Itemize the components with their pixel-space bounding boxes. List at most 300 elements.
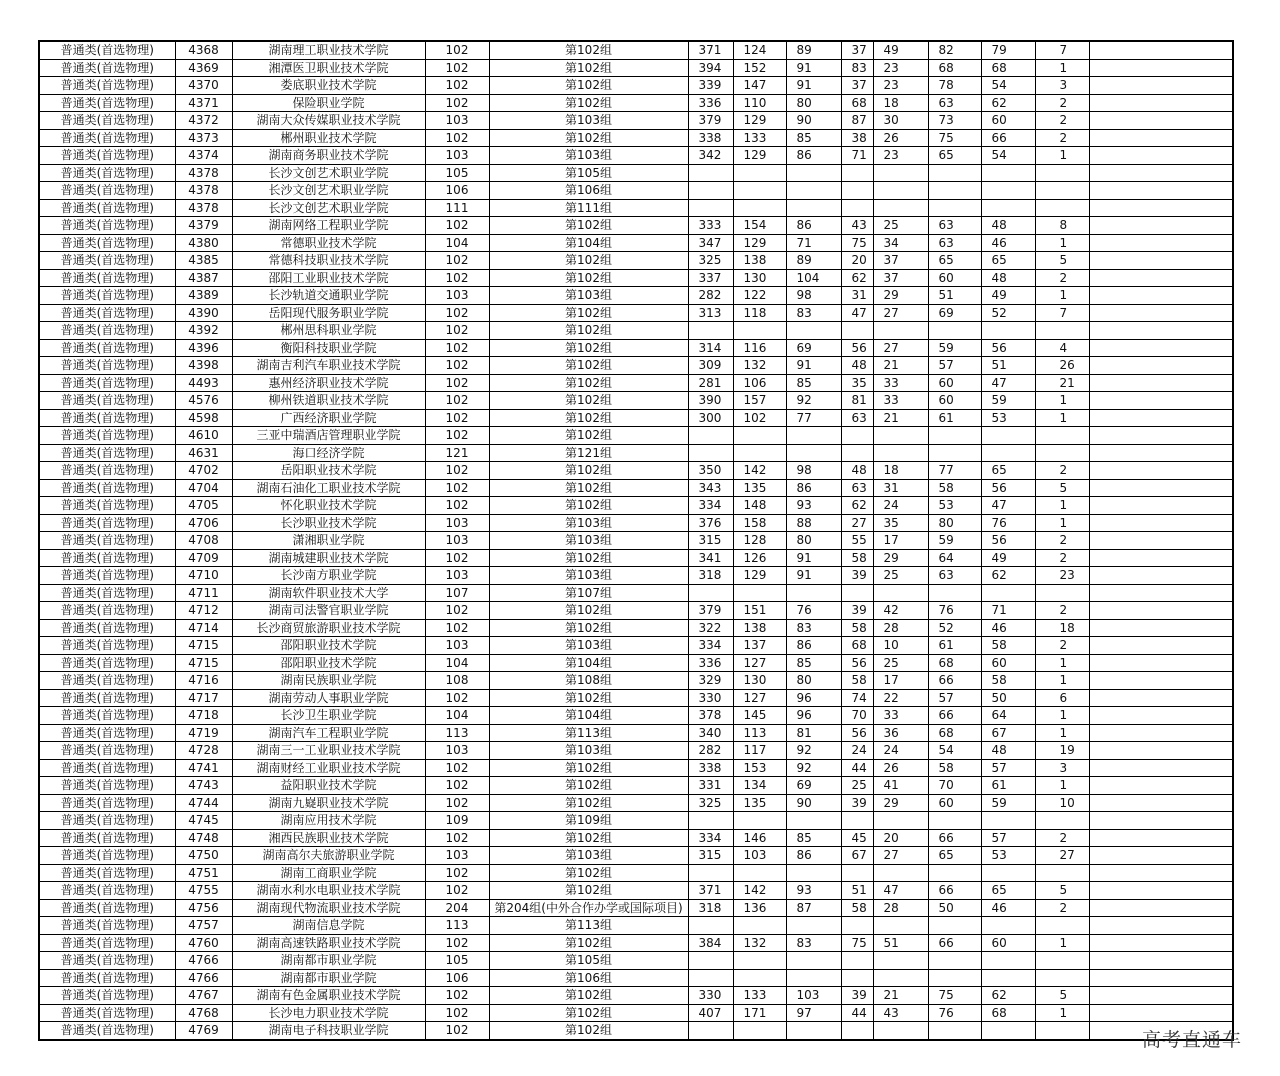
school-code-cell: 4715 bbox=[175, 637, 232, 655]
remark-cell bbox=[1089, 1004, 1233, 1022]
rank-count-cell: 3 bbox=[1035, 759, 1089, 777]
rank-count-cell: 2 bbox=[1035, 829, 1089, 847]
subject-d-score-cell: 68 bbox=[981, 59, 1035, 77]
group-name-cell: 第102组 bbox=[489, 59, 688, 77]
group-code-cell: 104 bbox=[425, 654, 489, 672]
total-score-cell: 379 bbox=[688, 602, 733, 620]
school-name-cell: 湖南理工职业技术学院 bbox=[232, 41, 425, 59]
subject-d-score-cell: 59 bbox=[981, 392, 1035, 410]
total-score-cell: 378 bbox=[688, 707, 733, 725]
school-name-cell: 湖南都市职业学院 bbox=[232, 969, 425, 987]
school-code-cell: 4756 bbox=[175, 899, 232, 917]
foreign-language-score-cell: 69 bbox=[786, 777, 841, 795]
school-code-cell: 4379 bbox=[175, 217, 232, 235]
subject-d-score-cell: 46 bbox=[981, 899, 1035, 917]
category-cell: 普通类(首选物理) bbox=[39, 199, 175, 217]
total-score-cell: 282 bbox=[688, 287, 733, 305]
total-score-cell: 342 bbox=[688, 147, 733, 165]
subject-b-score-cell: 22 bbox=[873, 689, 928, 707]
table-row bbox=[39, 514, 1233, 532]
subject-b-score-cell: 25 bbox=[873, 217, 928, 235]
chinese-math-score-cell: 142 bbox=[733, 882, 786, 900]
school-name-cell: 湖南高速铁路职业技术学院 bbox=[232, 934, 425, 952]
category-cell: 普通类(首选物理) bbox=[39, 497, 175, 515]
group-name-cell: 第109组 bbox=[489, 812, 688, 830]
school-code-cell: 4576 bbox=[175, 392, 232, 410]
rank-count-cell: 23 bbox=[1035, 567, 1089, 585]
table-row bbox=[39, 812, 1233, 830]
rank-count-cell bbox=[1035, 164, 1089, 182]
school-code-cell: 4373 bbox=[175, 129, 232, 147]
subject-b-score-cell: 21 bbox=[873, 987, 928, 1005]
group-name-cell: 第102组 bbox=[489, 392, 688, 410]
subject-a-score-cell bbox=[841, 812, 873, 830]
foreign-language-score-cell: 83 bbox=[786, 619, 841, 637]
category-cell: 普通类(首选物理) bbox=[39, 287, 175, 305]
subject-d-score-cell bbox=[981, 812, 1035, 830]
school-code-cell: 4493 bbox=[175, 374, 232, 392]
subject-b-score-cell: 29 bbox=[873, 549, 928, 567]
subject-b-score-cell: 36 bbox=[873, 724, 928, 742]
subject-d-score-cell: 62 bbox=[981, 567, 1035, 585]
table-row bbox=[39, 707, 1233, 725]
subject-d-score-cell bbox=[981, 1022, 1035, 1040]
rank-count-cell: 1 bbox=[1035, 497, 1089, 515]
subject-b-score-cell: 30 bbox=[873, 112, 928, 130]
subject-d-score-cell: 60 bbox=[981, 654, 1035, 672]
school-name-cell: 湖南劳动人事职业学院 bbox=[232, 689, 425, 707]
school-code-cell: 4741 bbox=[175, 759, 232, 777]
remark-cell bbox=[1089, 689, 1233, 707]
group-name-cell: 第102组 bbox=[489, 322, 688, 340]
subject-d-score-cell: 62 bbox=[981, 94, 1035, 112]
school-name-cell: 常德职业技术学院 bbox=[232, 234, 425, 252]
subject-a-score-cell bbox=[841, 322, 873, 340]
group-name-cell: 第106组 bbox=[489, 182, 688, 200]
total-score-cell bbox=[688, 952, 733, 970]
table-row bbox=[39, 374, 1233, 392]
remark-cell bbox=[1089, 514, 1233, 532]
subject-c-score-cell: 65 bbox=[928, 847, 981, 865]
school-name-cell: 长沙卫生职业学院 bbox=[232, 707, 425, 725]
subject-b-score-cell: 20 bbox=[873, 829, 928, 847]
group-code-cell: 102 bbox=[425, 987, 489, 1005]
foreign-language-score-cell bbox=[786, 164, 841, 182]
category-cell: 普通类(首选物理) bbox=[39, 392, 175, 410]
subject-c-score-cell: 54 bbox=[928, 742, 981, 760]
chinese-math-score-cell: 102 bbox=[733, 409, 786, 427]
group-name-cell: 第102组 bbox=[489, 882, 688, 900]
rank-count-cell: 2 bbox=[1035, 532, 1089, 550]
subject-b-score-cell bbox=[873, 199, 928, 217]
school-code-cell: 4711 bbox=[175, 584, 232, 602]
remark-cell bbox=[1089, 864, 1233, 882]
chinese-math-score-cell: 152 bbox=[733, 59, 786, 77]
school-code-cell: 4708 bbox=[175, 532, 232, 550]
group-code-cell: 103 bbox=[425, 847, 489, 865]
group-code-cell: 102 bbox=[425, 374, 489, 392]
school-name-cell: 湖南城建职业技术学院 bbox=[232, 549, 425, 567]
school-name-cell: 湖南电子科技职业学院 bbox=[232, 1022, 425, 1040]
foreign-language-score-cell: 98 bbox=[786, 287, 841, 305]
table-row bbox=[39, 777, 1233, 795]
foreign-language-score-cell: 91 bbox=[786, 357, 841, 375]
remark-cell bbox=[1089, 444, 1233, 462]
table-row bbox=[39, 934, 1233, 952]
rank-count-cell: 1 bbox=[1035, 287, 1089, 305]
remark-cell bbox=[1089, 654, 1233, 672]
subject-d-score-cell: 66 bbox=[981, 129, 1035, 147]
rank-count-cell: 8 bbox=[1035, 217, 1089, 235]
remark-cell bbox=[1089, 427, 1233, 445]
remark-cell bbox=[1089, 164, 1233, 182]
subject-a-score-cell: 63 bbox=[841, 479, 873, 497]
total-score-cell: 331 bbox=[688, 777, 733, 795]
rank-count-cell: 1 bbox=[1035, 59, 1089, 77]
total-score-cell bbox=[688, 444, 733, 462]
table-row bbox=[39, 59, 1233, 77]
school-name-cell: 湖南工商职业学院 bbox=[232, 864, 425, 882]
subject-d-score-cell: 65 bbox=[981, 462, 1035, 480]
subject-d-score-cell bbox=[981, 427, 1035, 445]
chinese-math-score-cell: 148 bbox=[733, 497, 786, 515]
rank-count-cell bbox=[1035, 584, 1089, 602]
remark-cell bbox=[1089, 339, 1233, 357]
foreign-language-score-cell bbox=[786, 584, 841, 602]
school-code-cell: 4769 bbox=[175, 1022, 232, 1040]
subject-a-score-cell bbox=[841, 917, 873, 935]
school-code-cell: 4766 bbox=[175, 952, 232, 970]
category-cell: 普通类(首选物理) bbox=[39, 619, 175, 637]
table-row bbox=[39, 182, 1233, 200]
subject-c-score-cell: 53 bbox=[928, 497, 981, 515]
subject-a-score-cell: 35 bbox=[841, 374, 873, 392]
category-cell: 普通类(首选物理) bbox=[39, 777, 175, 795]
group-name-cell: 第104组 bbox=[489, 654, 688, 672]
group-code-cell: 103 bbox=[425, 287, 489, 305]
group-name-cell: 第102组 bbox=[489, 357, 688, 375]
rank-count-cell: 2 bbox=[1035, 899, 1089, 917]
subject-b-score-cell: 31 bbox=[873, 479, 928, 497]
table-row bbox=[39, 339, 1233, 357]
school-name-cell: 郴州职业技术学院 bbox=[232, 129, 425, 147]
subject-d-score-cell: 59 bbox=[981, 794, 1035, 812]
table-row bbox=[39, 479, 1233, 497]
subject-a-score-cell: 67 bbox=[841, 847, 873, 865]
table-row bbox=[39, 549, 1233, 567]
remark-cell bbox=[1089, 812, 1233, 830]
category-cell: 普通类(首选物理) bbox=[39, 462, 175, 480]
total-score-cell: 336 bbox=[688, 654, 733, 672]
group-name-cell: 第102组 bbox=[489, 374, 688, 392]
subject-d-score-cell bbox=[981, 917, 1035, 935]
subject-c-score-cell bbox=[928, 182, 981, 200]
chinese-math-score-cell bbox=[733, 864, 786, 882]
total-score-cell: 394 bbox=[688, 59, 733, 77]
foreign-language-score-cell: 76 bbox=[786, 602, 841, 620]
chinese-math-score-cell: 127 bbox=[733, 689, 786, 707]
table-row bbox=[39, 794, 1233, 812]
foreign-language-score-cell: 86 bbox=[786, 637, 841, 655]
total-score-cell: 300 bbox=[688, 409, 733, 427]
foreign-language-score-cell: 83 bbox=[786, 934, 841, 952]
chinese-math-score-cell: 154 bbox=[733, 217, 786, 235]
group-name-cell: 第102组 bbox=[489, 427, 688, 445]
category-cell: 普通类(首选物理) bbox=[39, 217, 175, 235]
rank-count-cell: 19 bbox=[1035, 742, 1089, 760]
remark-cell bbox=[1089, 112, 1233, 130]
category-cell: 普通类(首选物理) bbox=[39, 94, 175, 112]
total-score-cell: 325 bbox=[688, 794, 733, 812]
remark-cell bbox=[1089, 672, 1233, 690]
group-name-cell: 第104组 bbox=[489, 707, 688, 725]
table-row bbox=[39, 1022, 1233, 1040]
group-name-cell: 第103组 bbox=[489, 567, 688, 585]
category-cell: 普通类(首选物理) bbox=[39, 147, 175, 165]
foreign-language-score-cell: 80 bbox=[786, 532, 841, 550]
school-code-cell: 4702 bbox=[175, 462, 232, 480]
remark-cell bbox=[1089, 392, 1233, 410]
total-score-cell bbox=[688, 864, 733, 882]
subject-b-score-cell: 49 bbox=[873, 41, 928, 59]
chinese-math-score-cell bbox=[733, 164, 786, 182]
foreign-language-score-cell: 97 bbox=[786, 1004, 841, 1022]
foreign-language-score-cell bbox=[786, 952, 841, 970]
subject-c-score-cell: 60 bbox=[928, 374, 981, 392]
group-name-cell: 第102组 bbox=[489, 1022, 688, 1040]
chinese-math-score-cell: 145 bbox=[733, 707, 786, 725]
subject-c-score-cell: 61 bbox=[928, 637, 981, 655]
subject-b-score-cell: 28 bbox=[873, 899, 928, 917]
subject-b-score-cell bbox=[873, 322, 928, 340]
subject-c-score-cell: 61 bbox=[928, 409, 981, 427]
subject-a-score-cell: 25 bbox=[841, 777, 873, 795]
foreign-language-score-cell: 92 bbox=[786, 742, 841, 760]
school-code-cell: 4744 bbox=[175, 794, 232, 812]
school-name-cell: 湖南信息学院 bbox=[232, 917, 425, 935]
table-row bbox=[39, 77, 1233, 95]
subject-c-score-cell bbox=[928, 322, 981, 340]
foreign-language-score-cell: 85 bbox=[786, 374, 841, 392]
subject-a-score-cell: 68 bbox=[841, 637, 873, 655]
rank-count-cell bbox=[1035, 1022, 1089, 1040]
total-score-cell: 281 bbox=[688, 374, 733, 392]
foreign-language-score-cell bbox=[786, 969, 841, 987]
group-code-cell: 102 bbox=[425, 777, 489, 795]
category-cell: 普通类(首选物理) bbox=[39, 917, 175, 935]
subject-d-score-cell: 65 bbox=[981, 252, 1035, 270]
subject-c-score-cell: 65 bbox=[928, 252, 981, 270]
group-code-cell: 102 bbox=[425, 59, 489, 77]
subject-c-score-cell bbox=[928, 969, 981, 987]
subject-d-score-cell: 57 bbox=[981, 829, 1035, 847]
school-name-cell: 湖南网络工程职业学院 bbox=[232, 217, 425, 235]
group-code-cell: 104 bbox=[425, 707, 489, 725]
group-name-cell: 第104组 bbox=[489, 234, 688, 252]
subject-c-score-cell: 50 bbox=[928, 899, 981, 917]
group-code-cell: 102 bbox=[425, 1004, 489, 1022]
group-code-cell: 106 bbox=[425, 182, 489, 200]
rank-count-cell bbox=[1035, 444, 1089, 462]
group-code-cell: 102 bbox=[425, 427, 489, 445]
school-code-cell: 4715 bbox=[175, 654, 232, 672]
chinese-math-score-cell bbox=[733, 1022, 786, 1040]
subject-c-score-cell: 63 bbox=[928, 567, 981, 585]
remark-cell bbox=[1089, 129, 1233, 147]
subject-b-score-cell: 47 bbox=[873, 882, 928, 900]
subject-d-score-cell: 56 bbox=[981, 532, 1035, 550]
subject-c-score-cell: 82 bbox=[928, 41, 981, 59]
group-code-cell: 102 bbox=[425, 689, 489, 707]
subject-d-score-cell: 67 bbox=[981, 724, 1035, 742]
table-row bbox=[39, 304, 1233, 322]
school-name-cell: 邵阳职业技术学院 bbox=[232, 654, 425, 672]
remark-cell bbox=[1089, 952, 1233, 970]
total-score-cell: 315 bbox=[688, 532, 733, 550]
subject-b-score-cell bbox=[873, 969, 928, 987]
rank-count-cell: 1 bbox=[1035, 234, 1089, 252]
group-code-cell: 105 bbox=[425, 952, 489, 970]
category-cell: 普通类(首选物理) bbox=[39, 304, 175, 322]
remark-cell bbox=[1089, 287, 1233, 305]
chinese-math-score-cell: 146 bbox=[733, 829, 786, 847]
subject-d-score-cell: 60 bbox=[981, 112, 1035, 130]
school-name-cell: 湖南汽车工程职业学院 bbox=[232, 724, 425, 742]
remark-cell bbox=[1089, 217, 1233, 235]
subject-d-score-cell: 60 bbox=[981, 934, 1035, 952]
total-score-cell: 339 bbox=[688, 77, 733, 95]
subject-a-score-cell: 62 bbox=[841, 497, 873, 515]
chinese-math-score-cell bbox=[733, 584, 786, 602]
group-code-cell: 121 bbox=[425, 444, 489, 462]
group-name-cell: 第103组 bbox=[489, 637, 688, 655]
category-cell: 普通类(首选物理) bbox=[39, 252, 175, 270]
subject-d-score-cell: 47 bbox=[981, 497, 1035, 515]
subject-b-score-cell: 21 bbox=[873, 357, 928, 375]
table-row bbox=[39, 987, 1233, 1005]
group-name-cell: 第105组 bbox=[489, 164, 688, 182]
rank-count-cell bbox=[1035, 812, 1089, 830]
group-code-cell: 102 bbox=[425, 409, 489, 427]
subject-b-score-cell bbox=[873, 444, 928, 462]
school-code-cell: 4745 bbox=[175, 812, 232, 830]
subject-b-score-cell: 37 bbox=[873, 252, 928, 270]
total-score-cell: 337 bbox=[688, 269, 733, 287]
category-cell: 普通类(首选物理) bbox=[39, 987, 175, 1005]
group-name-cell: 第113组 bbox=[489, 917, 688, 935]
total-score-cell: 334 bbox=[688, 637, 733, 655]
school-name-cell: 长沙职业技术学院 bbox=[232, 514, 425, 532]
group-code-cell: 107 bbox=[425, 584, 489, 602]
foreign-language-score-cell: 86 bbox=[786, 847, 841, 865]
category-cell: 普通类(首选物理) bbox=[39, 444, 175, 462]
category-cell: 普通类(首选物理) bbox=[39, 654, 175, 672]
group-name-cell: 第103组 bbox=[489, 742, 688, 760]
school-code-cell: 4767 bbox=[175, 987, 232, 1005]
foreign-language-score-cell: 86 bbox=[786, 479, 841, 497]
school-name-cell: 长沙商贸旅游职业技术学院 bbox=[232, 619, 425, 637]
remark-cell bbox=[1089, 59, 1233, 77]
school-name-cell: 湘潭医卫职业技术学院 bbox=[232, 59, 425, 77]
total-score-cell: 334 bbox=[688, 829, 733, 847]
table-row bbox=[39, 444, 1233, 462]
total-score-cell bbox=[688, 322, 733, 340]
subject-c-score-cell: 80 bbox=[928, 514, 981, 532]
group-name-cell: 第102组 bbox=[489, 129, 688, 147]
subject-c-score-cell: 65 bbox=[928, 147, 981, 165]
school-name-cell: 惠州经济职业技术学院 bbox=[232, 374, 425, 392]
total-score-cell: 371 bbox=[688, 41, 733, 59]
remark-cell bbox=[1089, 374, 1233, 392]
subject-b-score-cell: 26 bbox=[873, 129, 928, 147]
category-cell: 普通类(首选物理) bbox=[39, 41, 175, 59]
foreign-language-score-cell: 86 bbox=[786, 217, 841, 235]
subject-a-score-cell: 87 bbox=[841, 112, 873, 130]
subject-d-score-cell: 57 bbox=[981, 759, 1035, 777]
school-name-cell: 长沙电力职业技术学院 bbox=[232, 1004, 425, 1022]
rank-count-cell: 5 bbox=[1035, 882, 1089, 900]
table-row bbox=[39, 322, 1233, 340]
subject-a-score-cell bbox=[841, 969, 873, 987]
subject-c-score-cell: 52 bbox=[928, 619, 981, 637]
rank-count-cell: 4 bbox=[1035, 339, 1089, 357]
group-code-cell: 102 bbox=[425, 759, 489, 777]
total-score-cell: 309 bbox=[688, 357, 733, 375]
school-code-cell: 4370 bbox=[175, 77, 232, 95]
category-cell: 普通类(首选物理) bbox=[39, 742, 175, 760]
school-name-cell: 邵阳工业职业技术学院 bbox=[232, 269, 425, 287]
rank-count-cell: 18 bbox=[1035, 619, 1089, 637]
subject-c-score-cell: 51 bbox=[928, 287, 981, 305]
rank-count-cell: 5 bbox=[1035, 252, 1089, 270]
school-name-cell: 湖南应用技术学院 bbox=[232, 812, 425, 830]
subject-a-score-cell: 51 bbox=[841, 882, 873, 900]
school-code-cell: 4717 bbox=[175, 689, 232, 707]
table-row bbox=[39, 287, 1233, 305]
subject-d-score-cell: 49 bbox=[981, 549, 1035, 567]
subject-a-score-cell: 24 bbox=[841, 742, 873, 760]
foreign-language-score-cell: 96 bbox=[786, 689, 841, 707]
chinese-math-score-cell: 134 bbox=[733, 777, 786, 795]
group-code-cell: 102 bbox=[425, 479, 489, 497]
school-name-cell: 湖南软件职业技术大学 bbox=[232, 584, 425, 602]
total-score-cell: 379 bbox=[688, 112, 733, 130]
school-code-cell: 4750 bbox=[175, 847, 232, 865]
school-code-cell: 4369 bbox=[175, 59, 232, 77]
total-score-cell bbox=[688, 969, 733, 987]
school-name-cell: 湖南高尔夫旅游职业学院 bbox=[232, 847, 425, 865]
subject-a-score-cell: 74 bbox=[841, 689, 873, 707]
chinese-math-score-cell: 158 bbox=[733, 514, 786, 532]
foreign-language-score-cell: 71 bbox=[786, 234, 841, 252]
group-code-cell: 103 bbox=[425, 514, 489, 532]
remark-cell bbox=[1089, 777, 1233, 795]
category-cell: 普通类(首选物理) bbox=[39, 1022, 175, 1040]
total-score-cell bbox=[688, 182, 733, 200]
remark-cell bbox=[1089, 41, 1233, 59]
total-score-cell: 318 bbox=[688, 899, 733, 917]
rank-count-cell: 1 bbox=[1035, 147, 1089, 165]
subject-a-score-cell: 58 bbox=[841, 549, 873, 567]
group-name-cell: 第103组 bbox=[489, 147, 688, 165]
subject-c-score-cell bbox=[928, 199, 981, 217]
group-name-cell: 第103组 bbox=[489, 847, 688, 865]
subject-d-score-cell: 50 bbox=[981, 689, 1035, 707]
foreign-language-score-cell: 88 bbox=[786, 514, 841, 532]
subject-a-score-cell: 75 bbox=[841, 234, 873, 252]
subject-c-score-cell: 63 bbox=[928, 94, 981, 112]
subject-a-score-cell: 43 bbox=[841, 217, 873, 235]
